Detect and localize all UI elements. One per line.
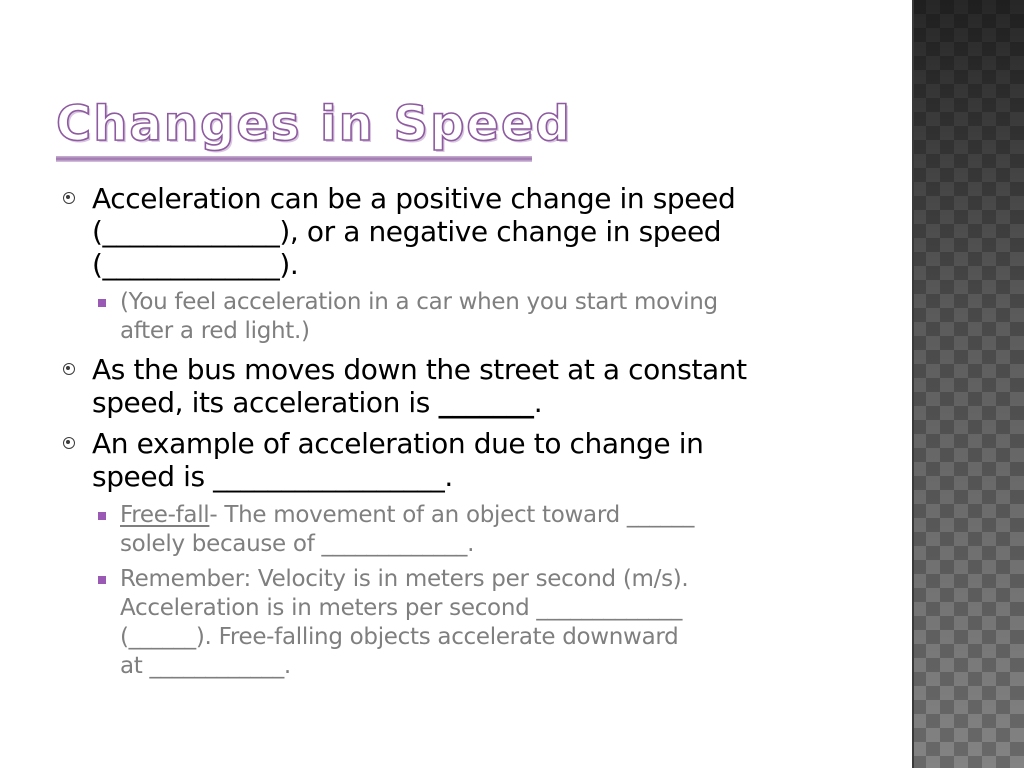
- free-fall-definition: - The movement of an object toward ______: [209, 502, 695, 528]
- side-panel-edge: [912, 0, 914, 768]
- sub-bullet-line: at ____________.: [120, 653, 291, 679]
- bullet-line: As the bus moves down the street at a constant: [92, 353, 747, 386]
- sub-bullet-car-example: [120, 288, 850, 346]
- square-bullet-icon: [98, 512, 106, 520]
- circled-dot-bullet-icon: [63, 192, 75, 204]
- decorative-side-panel: [912, 0, 1024, 768]
- sub-bullet-line: (You feel acceleration in a car when you start moving: [120, 289, 718, 315]
- sub-bullet-line: Acceleration is in meters per second _____________: [120, 595, 683, 621]
- bullet-example-acceleration: [92, 427, 832, 493]
- bullet-line: [92, 386, 832, 419]
- circled-dot-bullet-icon: [63, 363, 75, 375]
- square-bullet-icon: [98, 576, 106, 584]
- bullet-line: (_____________).: [92, 248, 299, 281]
- circled-dot-bullet-icon: [63, 437, 75, 449]
- answer-blank: _______: [438, 386, 534, 419]
- sub-bullet-line: solely because of _____________.: [120, 531, 475, 557]
- sub-bullet-line: (______). Free-falling objects accelerate downward: [120, 624, 679, 650]
- bullet-period: .: [533, 386, 543, 419]
- sub-bullet-free-fall: [120, 501, 850, 559]
- bullet-line: speed is _________________.: [92, 460, 453, 493]
- sub-bullet-line: [120, 501, 850, 530]
- bullet-text: speed, its acceleration is: [92, 386, 439, 419]
- bullet-line: An example of acceleration due to change in: [92, 427, 704, 460]
- sub-bullet-remember: [120, 565, 850, 681]
- sub-bullet-line: Remember: Velocity is in meters per second (m/s).: [120, 566, 689, 592]
- sub-bullet-line: after a red light.): [120, 318, 310, 344]
- slide-title: Changes in Speed: [56, 96, 572, 152]
- free-fall-term: Free-fall: [120, 502, 210, 528]
- square-bullet-icon: [98, 299, 106, 307]
- bullet-line: Acceleration can be a positive change in speed: [92, 182, 736, 215]
- bullet-constant-speed: [92, 353, 832, 419]
- bullet-line: (_____________), or a negative change in speed: [92, 215, 722, 248]
- bullet-acceleration-definition: [92, 182, 832, 281]
